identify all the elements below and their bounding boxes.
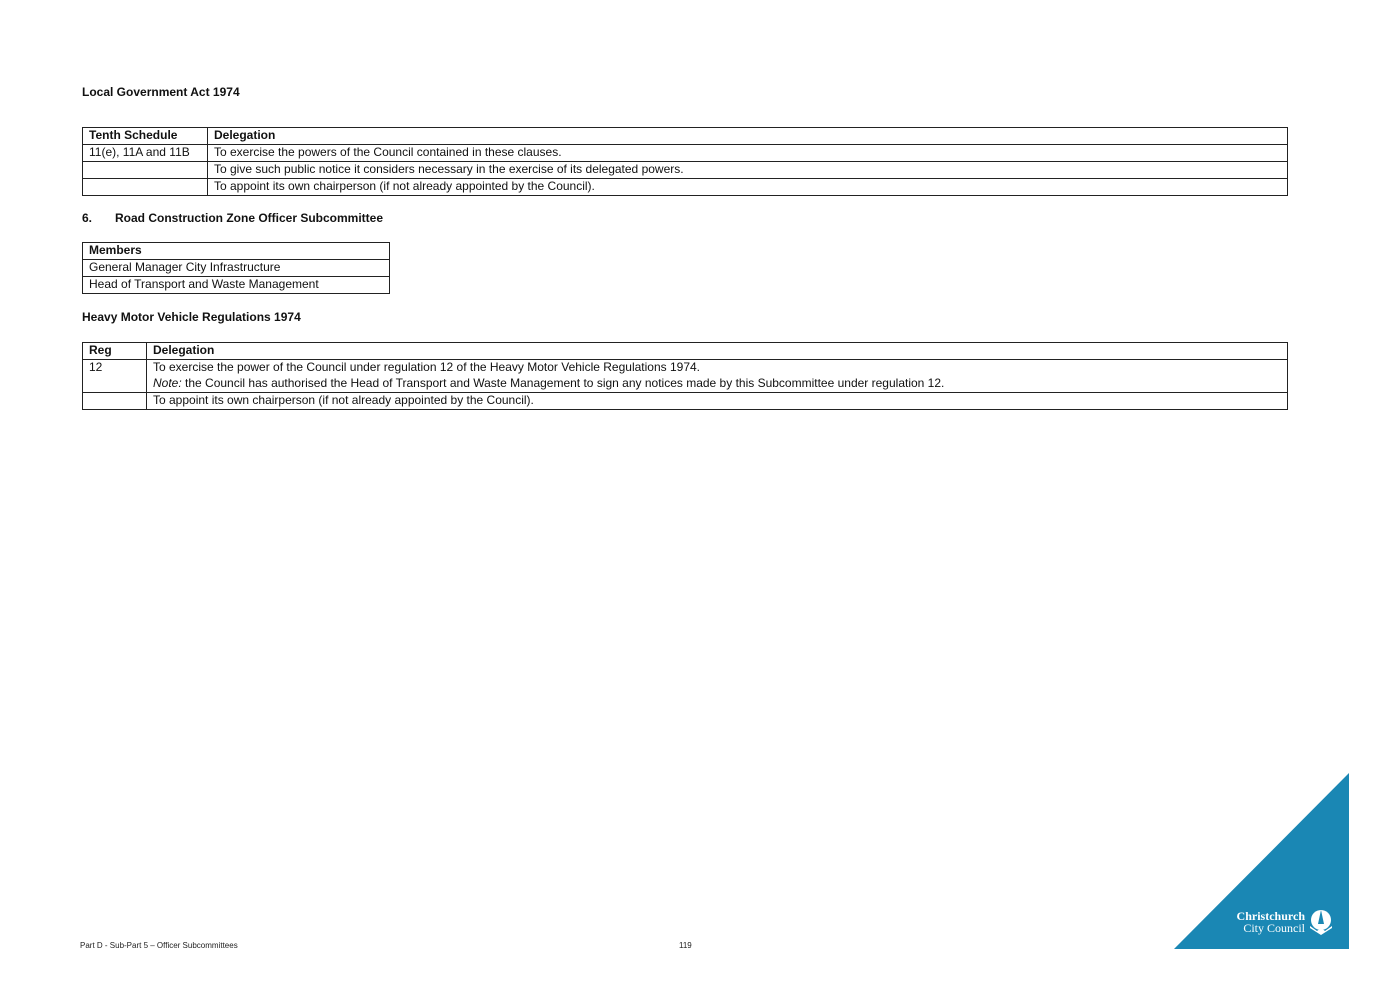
table-cell: To give such public notice it considers necessary in the exercise of its delegated powers. [208,162,1288,179]
table-row [83,376,1288,393]
regulations-table [82,342,1288,410]
table-cell: To exercise the power of the Council under regulation 12 of the Heavy Motor Vehicle Regulations 1974. [147,360,1288,377]
table-cell: To exercise the powers of the Council contained in these clauses. [208,145,1288,162]
table-cell: Head of Transport and Waste Management [83,277,390,294]
column-header: Delegation [208,128,1288,145]
section-heading-local-government-act: Local Government Act 1974 [82,85,240,99]
table-cell: General Manager City Infrastructure [83,260,390,277]
table-header-row [83,128,1288,145]
members-table [82,242,390,294]
table-row [83,145,1288,162]
table-row [83,393,1288,410]
table-cell [83,393,147,410]
table-row [83,162,1288,179]
tenth-schedule-table [82,127,1288,196]
table-cell [83,376,147,393]
note-text: the Council has authorised the Head of Transport and Waste Management to sign any notices made by this Subcommittee under regulation 12. [181,376,945,390]
table-cell-note [147,376,1288,393]
table-row [83,179,1288,196]
column-header: Delegation [147,343,1288,360]
column-header: Tenth Schedule [83,128,208,145]
section-heading-heavy-motor-vehicle: Heavy Motor Vehicle Regulations 1974 [82,310,301,324]
table-cell: 12 [83,360,147,377]
table-cell [83,162,208,179]
column-header: Members [83,243,390,260]
table-row [83,277,390,294]
table-cell [83,179,208,196]
table-header-row [83,243,390,260]
table-cell: To appoint its own chairperson (if not already appointed by the Council). [147,393,1288,410]
table-row [83,360,1288,377]
section-heading-road-construction [82,211,383,225]
section-title: Road Construction Zone Officer Subcommittee [115,211,384,225]
table-row [83,260,390,277]
table-cell: To appoint its own chairperson (if not already appointed by the Council). [208,179,1288,196]
logo-text-line1: Christchurch [1236,909,1305,923]
page-number: 119 [679,941,692,950]
table-cell: 11(e), 11A and 11B [83,145,208,162]
column-header: Reg [83,343,147,360]
christchurch-city-council-logo [1174,773,1349,949]
logo-text-line2: City Council [1243,921,1305,935]
section-number: 6. [82,211,93,225]
note-label: Note: [153,376,182,390]
table-header-row [83,343,1288,360]
footer-section-label: Part D - Sub-Part 5 – Officer Subcommittees [80,941,238,950]
